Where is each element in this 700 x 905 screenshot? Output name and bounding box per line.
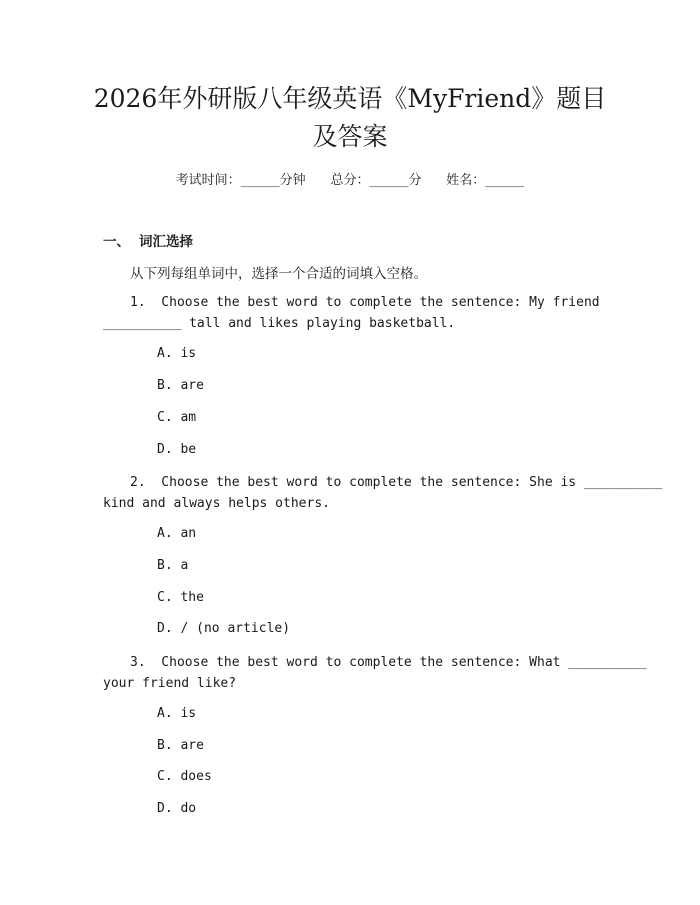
title-line-2: 及答案 — [312, 122, 388, 151]
exam-score: 总分：______分 — [330, 173, 422, 188]
question-1 — [103, 292, 603, 334]
question-1-line-1: 1. Choose the best word to complete the sentence: My friend — [130, 295, 600, 310]
question-2-option-b: B. a — [157, 558, 189, 573]
question-2-line-2: kind and always helps others. — [103, 496, 330, 511]
question-1-option-a: A. is — [157, 346, 197, 361]
exam-time: 考试时间：______分钟 — [175, 173, 306, 188]
question-1-option-d: D. be — [157, 442, 197, 457]
question-1-option-c: C. am — [157, 410, 197, 425]
question-1-option-b: B. are — [157, 378, 204, 393]
question-3-option-b: B. are — [157, 738, 204, 753]
section-intro: 从下列每组单词中，选择一个合适的词填入空格。 — [130, 266, 427, 282]
question-1-line-2: __________ tall and likes playing basketball. — [103, 316, 456, 331]
section-title: 词汇选择 — [139, 234, 193, 250]
question-3-line-2: your friend like? — [103, 676, 237, 691]
question-3-option-d: D. do — [157, 801, 197, 816]
question-2 — [103, 472, 663, 514]
title-line-1: 2026年外研版八年级英语《MyFriend》题目 — [93, 84, 607, 113]
question-2-line-1: 2. Choose the best word to complete the sentence: She is __________ — [130, 475, 663, 490]
question-2-option-c: C. the — [157, 590, 204, 605]
exam-meta — [0, 169, 700, 188]
question-2-option-a: A. an — [157, 526, 197, 541]
document-title — [60, 80, 640, 156]
section-heading — [103, 230, 193, 250]
question-3-option-a: A. is — [157, 706, 197, 721]
question-3 — [103, 652, 647, 694]
question-3-line-1: 3. Choose the best word to complete the sentence: What __________ — [130, 655, 647, 670]
student-name: 姓名：______ — [446, 173, 525, 188]
section-number: 一、 — [103, 234, 130, 250]
question-3-option-c: C. does — [157, 769, 212, 784]
question-2-option-d: D. / (no article) — [157, 621, 291, 636]
